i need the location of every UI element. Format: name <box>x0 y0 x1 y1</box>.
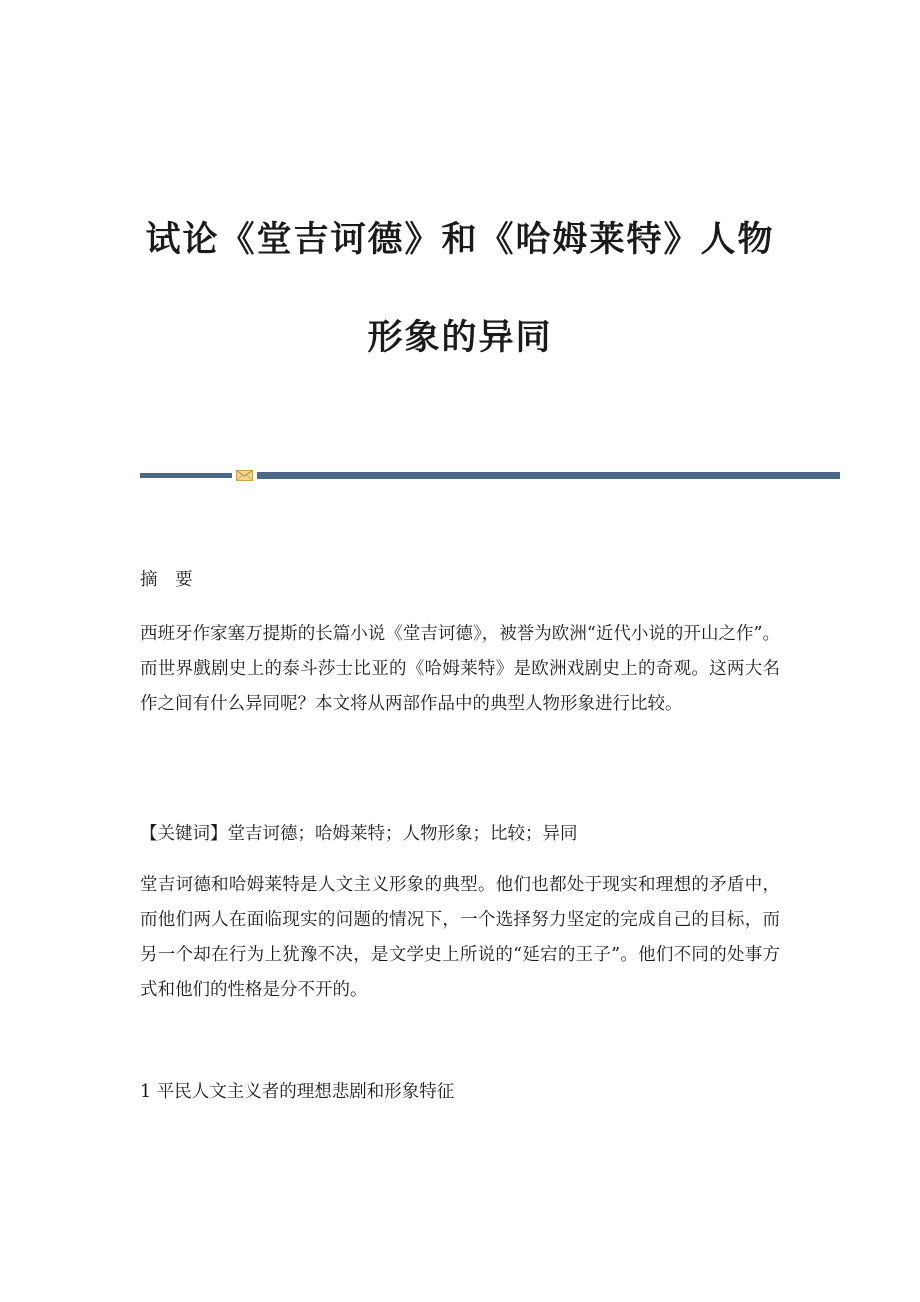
document-title-line-1: 试论《堂吉诃德》和《哈姆莱特》人物 <box>145 220 775 260</box>
section-heading: 1 平民人文主义者的理想悲剧和形象特征 <box>140 1082 455 1102</box>
keywords-line: 【关键词】堂吉诃德；哈姆莱特；人物形象；比较；异同 <box>140 824 578 844</box>
divider-bar-left <box>140 473 232 478</box>
document-title-line-2: 形象的异同 <box>367 318 553 358</box>
envelope-icon <box>236 470 253 481</box>
title-divider <box>140 470 840 481</box>
abstract-heading: 摘 要 <box>140 570 199 590</box>
abstract-paragraph: 西班牙作家塞万提斯的长篇小说《堂吉诃德》，被誉为欧洲“近代小说的开山之作”。而世界戲剧史上的泰斗莎士比亚的《哈姆莱特》是欧洲戏剧史上的奇观。这两大名作之间有什么异同呢？本文将从两部作品中的典型人物形象进行比较。 <box>140 624 780 714</box>
intro-paragraph: 堂吉诃德和哈姆莱特是人文主义形象的典型。他们也都处于现实和理想的矛盾中，而他们两人在面临现实的问题的情况下，一个选择努力坚定的完成自己的目标，而另一个却在行为上犹豫不决，是文学史上所说的“延宕的王子”。他们不同的处事方式和他们的性格是分不开的。 <box>140 875 780 1000</box>
divider-bar-right <box>257 472 840 479</box>
